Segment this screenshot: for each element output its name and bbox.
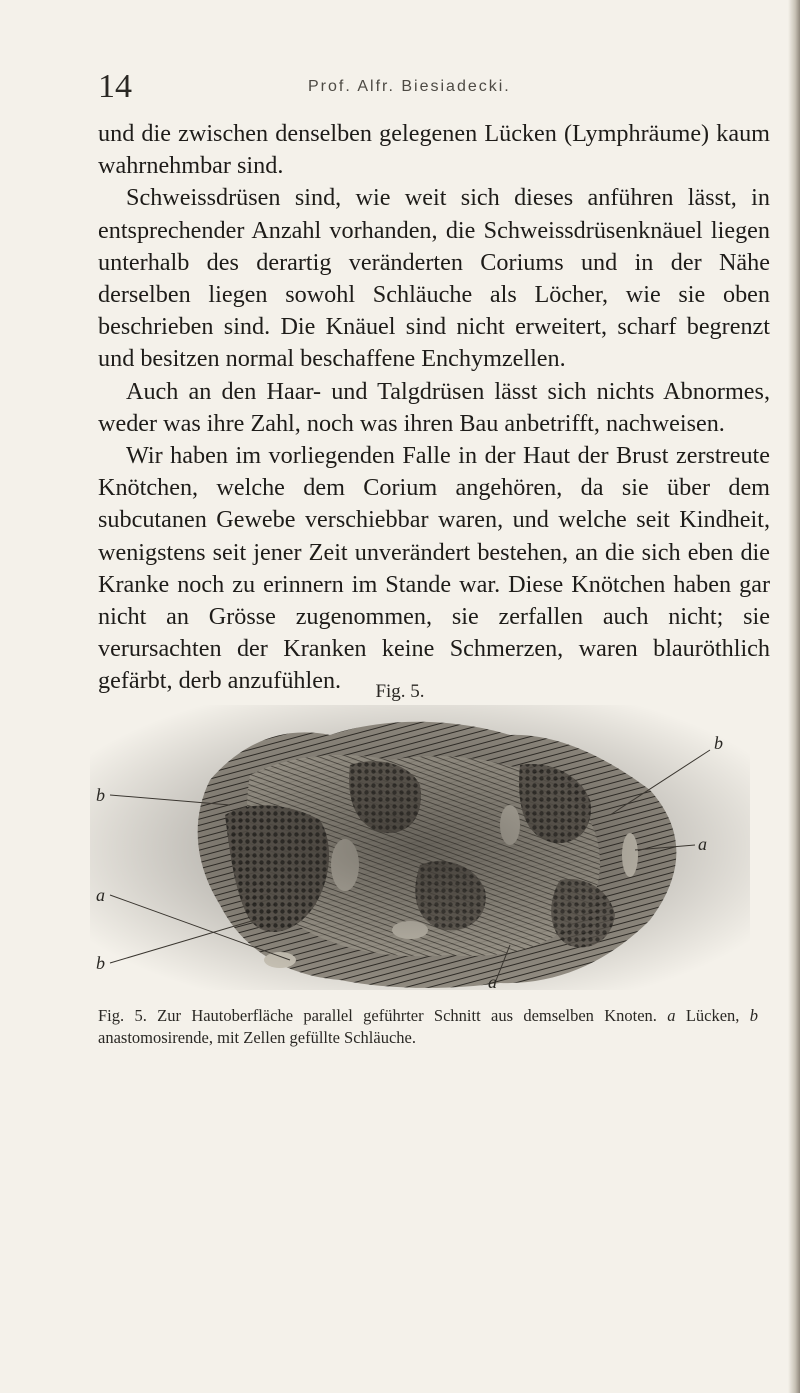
label-a-bottom: a xyxy=(488,972,497,990)
caption-prefix: Fig. 5. xyxy=(98,1006,147,1025)
label-a-right: a xyxy=(698,834,707,854)
label-b-left-upper: b xyxy=(96,785,105,805)
page-header xyxy=(98,70,798,110)
tissue-mass xyxy=(90,705,750,990)
caption-key-b-text: anastomosirende, mit Zellen gefüllte Schläuche. xyxy=(98,1028,416,1047)
paragraph-1: und die zwischen denselben gelegenen Lücken (Lymphräume) kaum wahrnehmbar sind. xyxy=(98,120,770,180)
label-b-left-lower: b xyxy=(96,953,105,973)
figure-label: Fig. 5. xyxy=(375,681,425,702)
label-b-top-right: b xyxy=(714,733,723,753)
caption-key-a-text: Lücken, xyxy=(685,1006,740,1025)
caption-text: Zur Hautoberfläche parallel geführter Schnitt aus demselben Knoten. xyxy=(157,1006,657,1025)
caption-key-a-letter: a xyxy=(667,1006,676,1025)
paragraph-2: Schweissdrüsen sind, wie weit sich dieses anführen lässt, in entsprechender Anzahl vorhanden, die Schweissdrüsenknäuel liegen unterhalb des derartig veränderten Coriums und in der Nähe derselben liegen sowohl Schläuche als Löcher, wie sie oben beschrieben sind. Die Knäuel sind nicht erweitert, scharf begrenzt und besitzen normal beschaffene Enchymzellen. xyxy=(98,184,770,373)
label-a-left: a xyxy=(96,885,105,905)
paragraph-3: Auch an den Haar- und Talgdrüsen lässt sich nichts Abnormes, weder was ihre Zahl, noch was ihren Bau anbetrifft, nachweisen. xyxy=(98,377,770,437)
caption-key-b-letter: b xyxy=(749,1006,759,1025)
running-head: Prof. Alfr. Biesiadecki. xyxy=(308,78,511,95)
figure-caption xyxy=(98,1005,758,1049)
paragraph-4: Wir haben im vorliegenden Falle in der Haut der Brust zerstreute Knötchen, welche dem Corium angehören, da sie über dem subcutanen Gewebe verschiebbar waren, und welche seit Kindheit, wenigstens seit jener Zeit unverändert bestehen, an die sich eben die Kranke noch zu erinnern im Stande war. Diese Knötchen haben gar nicht an Grösse zugenommen, sie zerfallen auch nicht; sie verursachten der Kranken keine Schmerzen, waren blauröthlich gefärbt, derb anzufühlen. xyxy=(98,442,770,695)
body-text xyxy=(98,118,770,698)
histology-figure xyxy=(90,705,750,990)
page-number: 14 xyxy=(98,68,132,105)
